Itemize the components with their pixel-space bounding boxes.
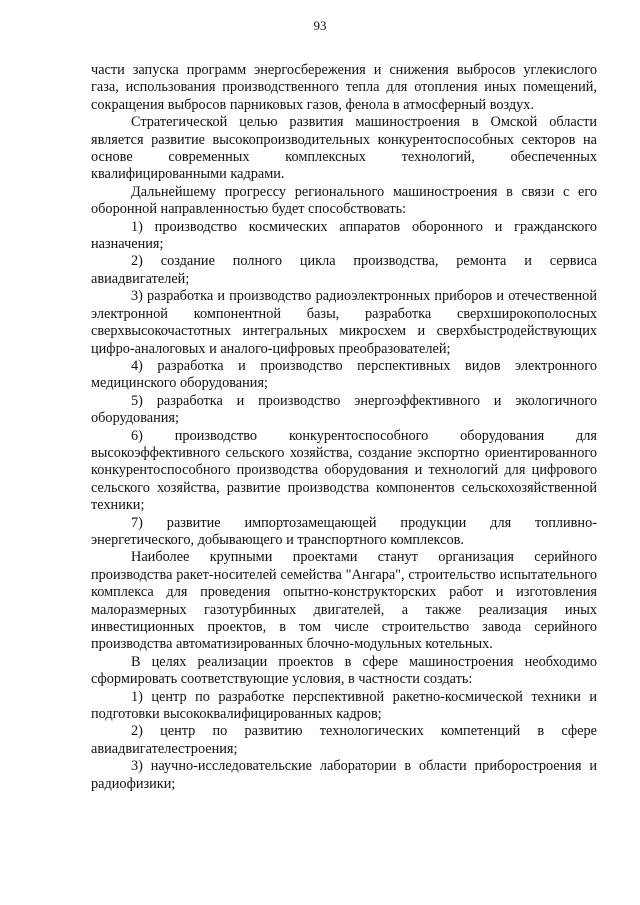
list-item: 7) развитие импортозамещающей продукции для топливно-энергетического, добывающего и транспортного комплексов.	[91, 514, 597, 548]
paragraph: В целях реализации проектов в сфере машиностроения необходимо сформировать соответствующие условия, в частности создать:	[91, 653, 597, 688]
list-item: 1) центр по разработке перспективной ракетно-космической техники и подготовки высококвалифицированных кадров;	[91, 688, 597, 723]
page-number: 93	[313, 18, 327, 33]
list-item: 2) центр по развитию технологических компетенций в сфере авиадвигателестроения;	[91, 723, 597, 757]
list-item: 4) разработка и производство перспективных видов электронного медицинского оборудования;	[91, 357, 597, 392]
paragraph: Стратегической целью развития машиностроения в Омской области является развитие высокопроизводительных конкурентоспособных секторов на основе современных комплексных технологий, обеспеченных квалифицированными кадрами.	[91, 114, 597, 183]
list-item: 6) производство конкурентоспособного оборудования для высокоэффективного сельского хозяйства, создание экспортно ориентированного конкурентоспособного производства оборудования и технологий для цифрового сельского хозяйства, развитие производства компонентов сельскохозяйственной техники;	[91, 427, 597, 514]
list-item: 3) научно-исследовательские лаборатории в области приборостроения и радиофизики;	[91, 758, 597, 792]
list-item: 5) разработка и производство энергоэффективного и экологичного оборудования;	[91, 392, 597, 427]
body-text	[91, 62, 597, 793]
paragraph: Наиболее крупными проектами станут организация серийного производства ракет-носителей семейства "Ангара", строительство испытательного комплекса для проведения опытно-конструкторских работ и изготовления малоразмерных газотурбинных двигателей, а также реализация иных инвестиционных проектов, в том числе строительство завода серийного производства автоматизированных блочно-модульных котельных.	[91, 549, 597, 653]
paragraph: Дальнейшему прогрессу регионального машиностроения в связи с его оборонной направленностью будет способствовать:	[91, 183, 597, 218]
paragraph: части запуска программ энергосбережения и снижения выбросов углекислого газа, использования производственного тепла для отопления иных помещений, сокращения выбросов парниковых газов, фенола в атмосферный воздух.	[91, 62, 597, 113]
list-item: 1) производство космических аппаратов оборонного и гражданского назначения;	[91, 218, 597, 253]
list-item: 3) разработка и производство радиоэлектронных приборов и отечественной электронной компонентной базы, разработка сверхширокополосных сверхвысокочастотных интегральных микросхем и сверхбыстродействующих цифро-аналоговых и аналого-цифровых преобразователей;	[91, 288, 597, 357]
list-item: 2) создание полного цикла производства, ремонта и сервиса авиадвигателей;	[91, 253, 597, 287]
